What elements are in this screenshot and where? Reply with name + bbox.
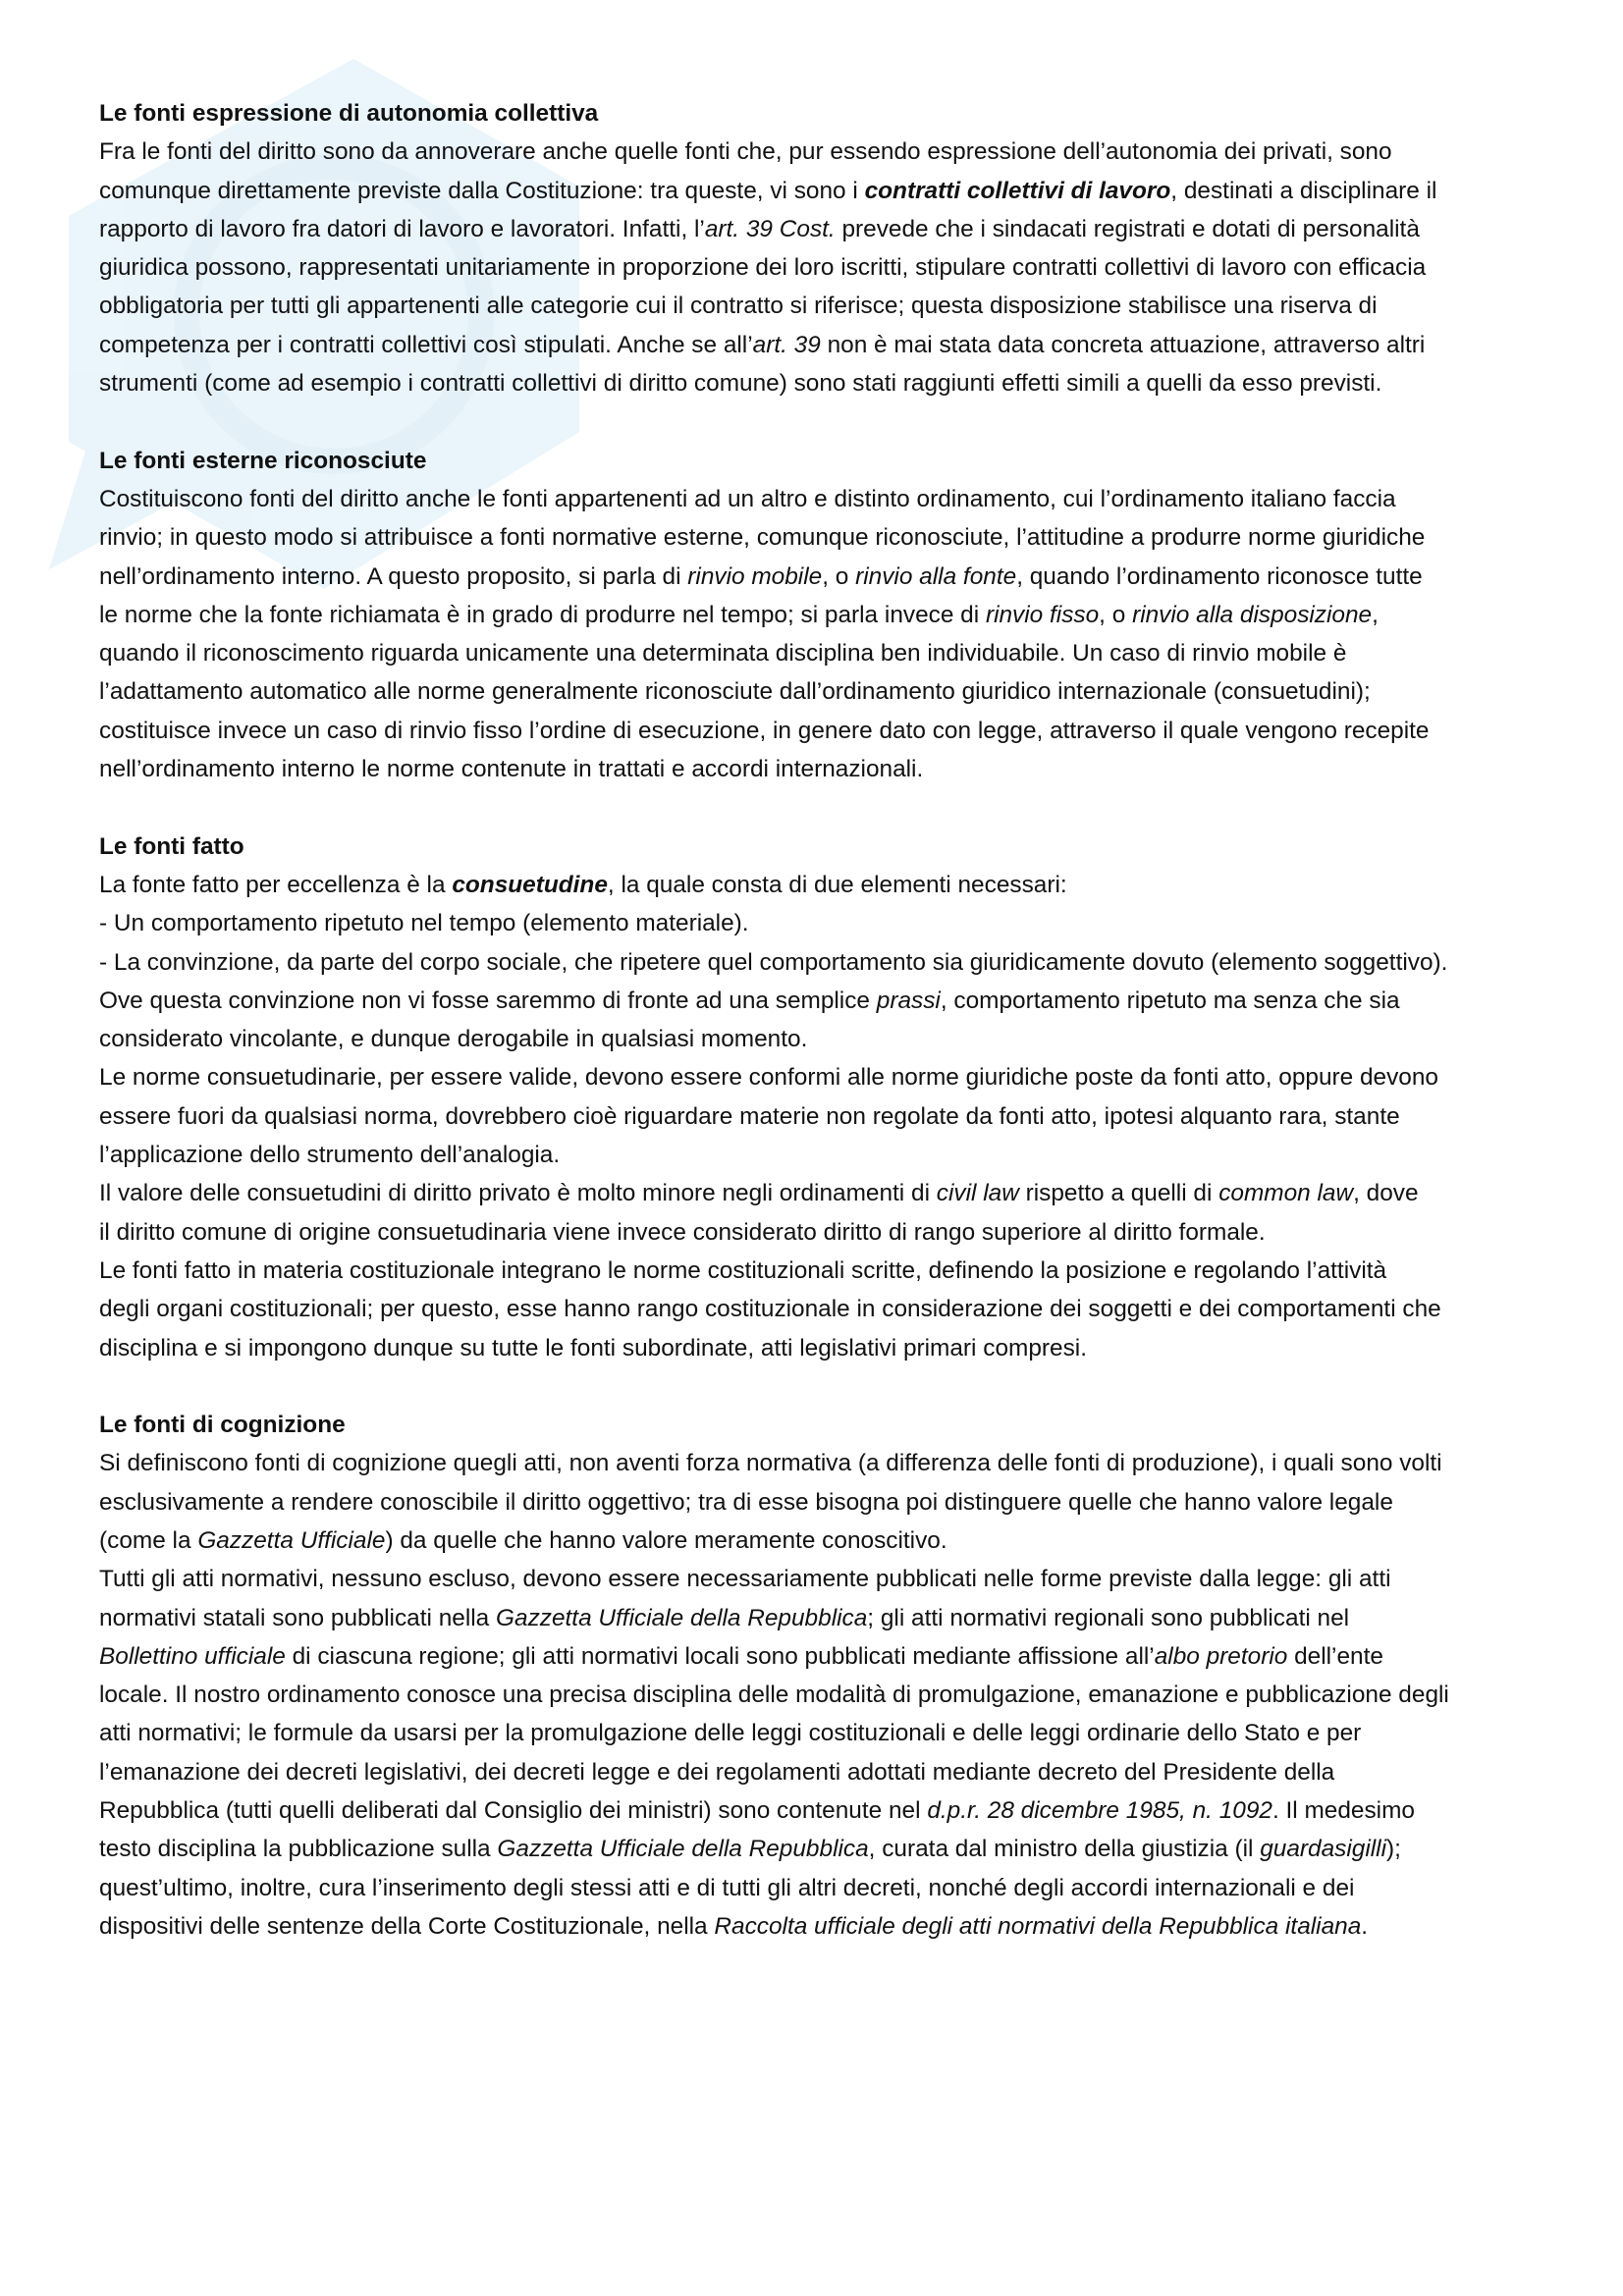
text-run: normativi statali sono pubblicati nella: [99, 1604, 497, 1631]
emphasized-text: d.p.r. 28 dicembre 1985, n. 1092: [927, 1797, 1272, 1825]
text-run: - La convinzione, da parte del corpo sociale, che ripetere quel comportamento sia giuridicamente dovuto (elemento soggettivo).: [99, 948, 1448, 976]
text-run: , dove: [1353, 1180, 1419, 1207]
text-run: dispositivi delle sentenze della Corte Costituzionale, nella: [99, 1912, 715, 1940]
section-heading: Le fonti esterne riconosciute: [99, 447, 427, 474]
text-run: ,: [1372, 601, 1379, 628]
text-run: l’emanazione dei decreti legislativi, dei decreti legge e dei regolamenti adottati mediante decreto del Presidente della: [99, 1758, 1335, 1786]
text-run: , o: [822, 562, 856, 590]
text-line: [99, 1020, 1533, 1058]
section-4: [99, 1406, 1533, 1946]
text-run: Il valore delle consuetudini di diritto privato è molto minore negli ordinamenti di: [99, 1180, 937, 1207]
text-run: .: [1361, 1912, 1369, 1940]
text-line: [99, 1252, 1533, 1290]
text-line: [99, 210, 1533, 248]
paragraph: [99, 1174, 1533, 1252]
text-run: Si definiscono fonti di cognizione quegli atti, non aventi forza normativa (a differenza delle fonti di produzione), i quali sono volti: [99, 1450, 1442, 1477]
text-run: - Un comportamento ripetuto nel tempo (elemento materiale).: [99, 910, 749, 937]
text-run: l’adattamento automatico alle norme generalmente riconosciute dall’ordinamento giuridico internazionale (consuetudini);: [99, 678, 1371, 706]
text-run: prevede che i sindacati registrati e dotati di personalità: [835, 215, 1420, 242]
text-line: [99, 558, 1533, 596]
emphasized-text: consuetudine: [452, 871, 608, 898]
text-run: il diritto comune di origine consuetudinaria viene invece considerato diritto di rango superiore al diritto formale.: [99, 1218, 1266, 1246]
text-line: [99, 172, 1533, 210]
paragraph: [99, 1252, 1533, 1367]
emphasized-text: Bollettino ufficiale: [99, 1642, 286, 1670]
section-heading: Le fonti fatto: [99, 832, 244, 860]
text-line: [99, 1290, 1533, 1328]
text-run: La fonte fatto per eccellenza è la: [99, 871, 453, 898]
text-line: [99, 1174, 1533, 1212]
text-run: nell’ordinamento interno. A questo proposito, si parla di: [99, 562, 688, 590]
text-line: [99, 866, 1533, 904]
text-run: , curata dal ministro della giustizia (il: [868, 1836, 1261, 1863]
text-run: competenza per i contratti collettivi così stipulati. Anche se all’: [99, 331, 753, 358]
text-line: [99, 943, 1533, 982]
text-run: Le fonti fatto in materia costituzionale integrano le norme costituzionali scritte, definendo la posizione e regolando l’attività: [99, 1256, 1387, 1284]
text-run: esclusivamente a rendere conoscibile il diritto oggettivo; tra di esse bisogna poi distinguere quelle che hanno valore legale: [99, 1488, 1393, 1516]
text-line: [99, 1560, 1533, 1598]
text-run: , destinati a disciplinare il: [1170, 177, 1437, 204]
emphasized-text: contratti collettivi di lavoro: [864, 177, 1171, 204]
text-run: Le norme consuetudinarie, per essere valide, devono essere conformi alle norme giuridiche poste da fonti atto, oppure devono: [99, 1064, 1438, 1092]
text-run: Fra le fonti del diritto sono da annoverare anche quelle fonti che, pur essendo espressione dell’autonomia dei privati, sono: [99, 138, 1392, 166]
paragraph: [99, 1560, 1533, 1946]
text-line: [99, 1136, 1533, 1174]
text-line: [99, 1791, 1533, 1830]
text-run: non è mai stata data concreta attuazione, attraverso altri: [820, 331, 1426, 358]
emphasized-text: albo pretorio: [1154, 1642, 1288, 1670]
emphasized-text: rinvio alla fonte: [855, 562, 1017, 590]
section-3: [99, 828, 1533, 1367]
text-run: Costituiscono fonti del diritto anche le fonti appartenenti ad un altro e distinto ordinamento, cui l’ordinamento italiano faccia: [99, 485, 1396, 512]
text-run: rinvio; in questo modo si attribuisce a fonti normative esterne, comunque riconosciute, l’attitudine a produrre norme giuridiche: [99, 524, 1426, 552]
paragraph: [99, 1058, 1533, 1174]
text-run: Ove questa convinzione non vi fosse saremmo di fronte ad una semplice: [99, 987, 877, 1014]
text-run: di ciascuna regione; gli atti normativi locali sono pubblicati mediante affissione all’: [285, 1642, 1155, 1670]
text-line: [99, 480, 1533, 518]
text-line: [99, 1753, 1533, 1791]
paragraph: [99, 1444, 1533, 1560]
text-run: , comportamento ripetuto ma senza che sia: [940, 987, 1400, 1014]
text-run: (come la: [99, 1526, 198, 1554]
emphasized-text: art. 39: [752, 331, 821, 358]
text-run: degli organi costituzionali; per questo, esse hanno rango costituzionale in considerazione dei soggetti e dei comportamenti che: [99, 1296, 1441, 1323]
text-run: rispetto a quelli di: [1018, 1180, 1219, 1207]
text-line: [99, 712, 1533, 750]
text-run: , o: [1099, 601, 1133, 628]
text-line: [99, 518, 1533, 557]
paragraph: [99, 480, 1533, 788]
text-run: rapporto di lavoro fra datori di lavoro e lavoratori. Infatti, l’: [99, 215, 705, 242]
text-line: [99, 672, 1533, 711]
text-run: ) da quelle che hanno valore meramente conoscitivo.: [385, 1526, 947, 1554]
text-line: [99, 326, 1533, 364]
emphasized-text: civil law: [936, 1180, 1019, 1207]
text-line: [99, 596, 1533, 634]
text-run: Tutti gli atti normativi, nessuno escluso, devono essere necessariamente pubblicati nelle forme previste dalla legge: gli atti: [99, 1566, 1391, 1593]
text-line: [99, 1869, 1533, 1907]
text-line: [99, 1907, 1533, 1946]
paragraph: [99, 133, 1533, 402]
emphasized-text: Raccolta ufficiale degli atti normativi della Repubblica italiana: [714, 1912, 1362, 1940]
paragraph: [99, 866, 1533, 1058]
text-run: nell’ordinamento interno le norme contenute in trattati e accordi internazionali.: [99, 756, 924, 783]
text-line: [99, 1522, 1533, 1560]
text-run: comunque direttamente previste dalla Costituzione: tra queste, vi sono i: [99, 177, 865, 204]
emphasized-text: rinvio alla disposizione: [1132, 601, 1373, 628]
text-run: quando il riconoscimento riguarda unicamente una determinata disciplina ben individuabile. Un caso di rinvio mobile è: [99, 640, 1347, 667]
emphasized-text: guardasigilli: [1260, 1836, 1387, 1863]
text-run: quest’ultimo, inoltre, cura l’inserimento degli stessi atti e di tutti gli altri decreti, nonché degli accordi internazionali e dei: [99, 1874, 1355, 1901]
text-line: [99, 1714, 1533, 1752]
text-line: [99, 1676, 1533, 1714]
text-line: [99, 982, 1533, 1020]
text-run: le norme che la fonte richiamata è in grado di produrre nel tempo; si parla invece di: [99, 601, 986, 628]
text-run: locale. Il nostro ordinamento conosce una precisa disciplina delle modalità di promulgazione, emanazione e pubblicazione degli: [99, 1682, 1449, 1709]
text-run: l’applicazione dello strumento dell’analogia.: [99, 1142, 561, 1169]
section-heading: Le fonti di cognizione: [99, 1412, 346, 1439]
emphasized-text: prassi: [876, 987, 941, 1014]
text-line: [99, 1058, 1533, 1096]
emphasized-text: rinvio fisso: [985, 601, 1100, 628]
text-line: [99, 364, 1533, 402]
text-line: [99, 1329, 1533, 1367]
text-run: testo disciplina la pubblicazione sulla: [99, 1836, 498, 1863]
text-run: , quando l’ordinamento riconosce tutte: [1016, 562, 1423, 590]
emphasized-text: Gazzetta Ufficiale della Repubblica: [496, 1604, 868, 1631]
text-line: [99, 904, 1533, 942]
text-line: [99, 133, 1533, 171]
text-line: [99, 750, 1533, 788]
section-1: [99, 94, 1533, 402]
text-line: [99, 1637, 1533, 1676]
emphasized-text: rinvio mobile: [687, 562, 823, 590]
text-run: , la quale consta di due elementi necessari:: [607, 871, 1067, 898]
text-run: obbligatoria per tutti gli appartenenti alle categorie cui il contratto si riferisce; questa disposizione stabilisce una riserva di: [99, 293, 1378, 320]
text-line: [99, 1599, 1533, 1637]
text-run: giuridica possono, rappresentati unitariamente in proporzione dei loro iscritti, stipulare contratti collettivi di lavoro con efficacia: [99, 254, 1427, 282]
emphasized-text: Gazzetta Ufficiale della Repubblica: [497, 1836, 869, 1863]
emphasized-text: common law: [1218, 1180, 1354, 1207]
text-run: dell’ente: [1287, 1642, 1383, 1670]
text-line: [99, 1444, 1533, 1482]
text-line: [99, 287, 1533, 325]
text-run: essere fuori da qualsiasi norma, dovrebbero cioè riguardare materie non regolate da fonti atto, ipotesi alquanto rara, stante: [99, 1102, 1400, 1130]
text-run: costituisce invece un caso di rinvio fisso l’ordine di esecuzione, in genere dato con legge, attraverso il quale vengono recepite: [99, 717, 1430, 744]
text-run: ; gli atti normativi regionali sono pubblicati nel: [867, 1604, 1350, 1631]
text-run: );: [1386, 1836, 1401, 1863]
text-run: atti normativi; le formule da usarsi per la promulgazione delle leggi costituzionali e delle leggi ordinarie dello Stato e per: [99, 1720, 1362, 1747]
text-run: strumenti (come ad esempio i contratti collettivi di diritto comune) sono stati raggiunti effetti simili a quelli da esso previsti.: [99, 370, 1382, 398]
text-line: [99, 248, 1533, 287]
text-run: considerato vincolante, e dunque derogabile in qualsiasi momento.: [99, 1026, 808, 1053]
document-page: [99, 94, 1533, 1985]
text-line: [99, 634, 1533, 672]
emphasized-text: art. 39 Cost.: [704, 215, 836, 242]
text-line: [99, 1097, 1533, 1136]
section-heading: Le fonti espressione di autonomia collettiva: [99, 100, 599, 127]
text-run: . Il medesimo: [1271, 1797, 1415, 1825]
text-run: disciplina e si impongono dunque su tutte le fonti subordinate, atti legislativi primari compresi.: [99, 1334, 1087, 1362]
text-line: [99, 1830, 1533, 1868]
text-run: Repubblica (tutti quelli deliberati dal Consiglio dei ministri) sono contenute nel: [99, 1797, 928, 1825]
text-line: [99, 1483, 1533, 1522]
section-2: [99, 442, 1533, 789]
text-line: [99, 1213, 1533, 1252]
emphasized-text: Gazzetta Ufficiale: [197, 1526, 386, 1554]
